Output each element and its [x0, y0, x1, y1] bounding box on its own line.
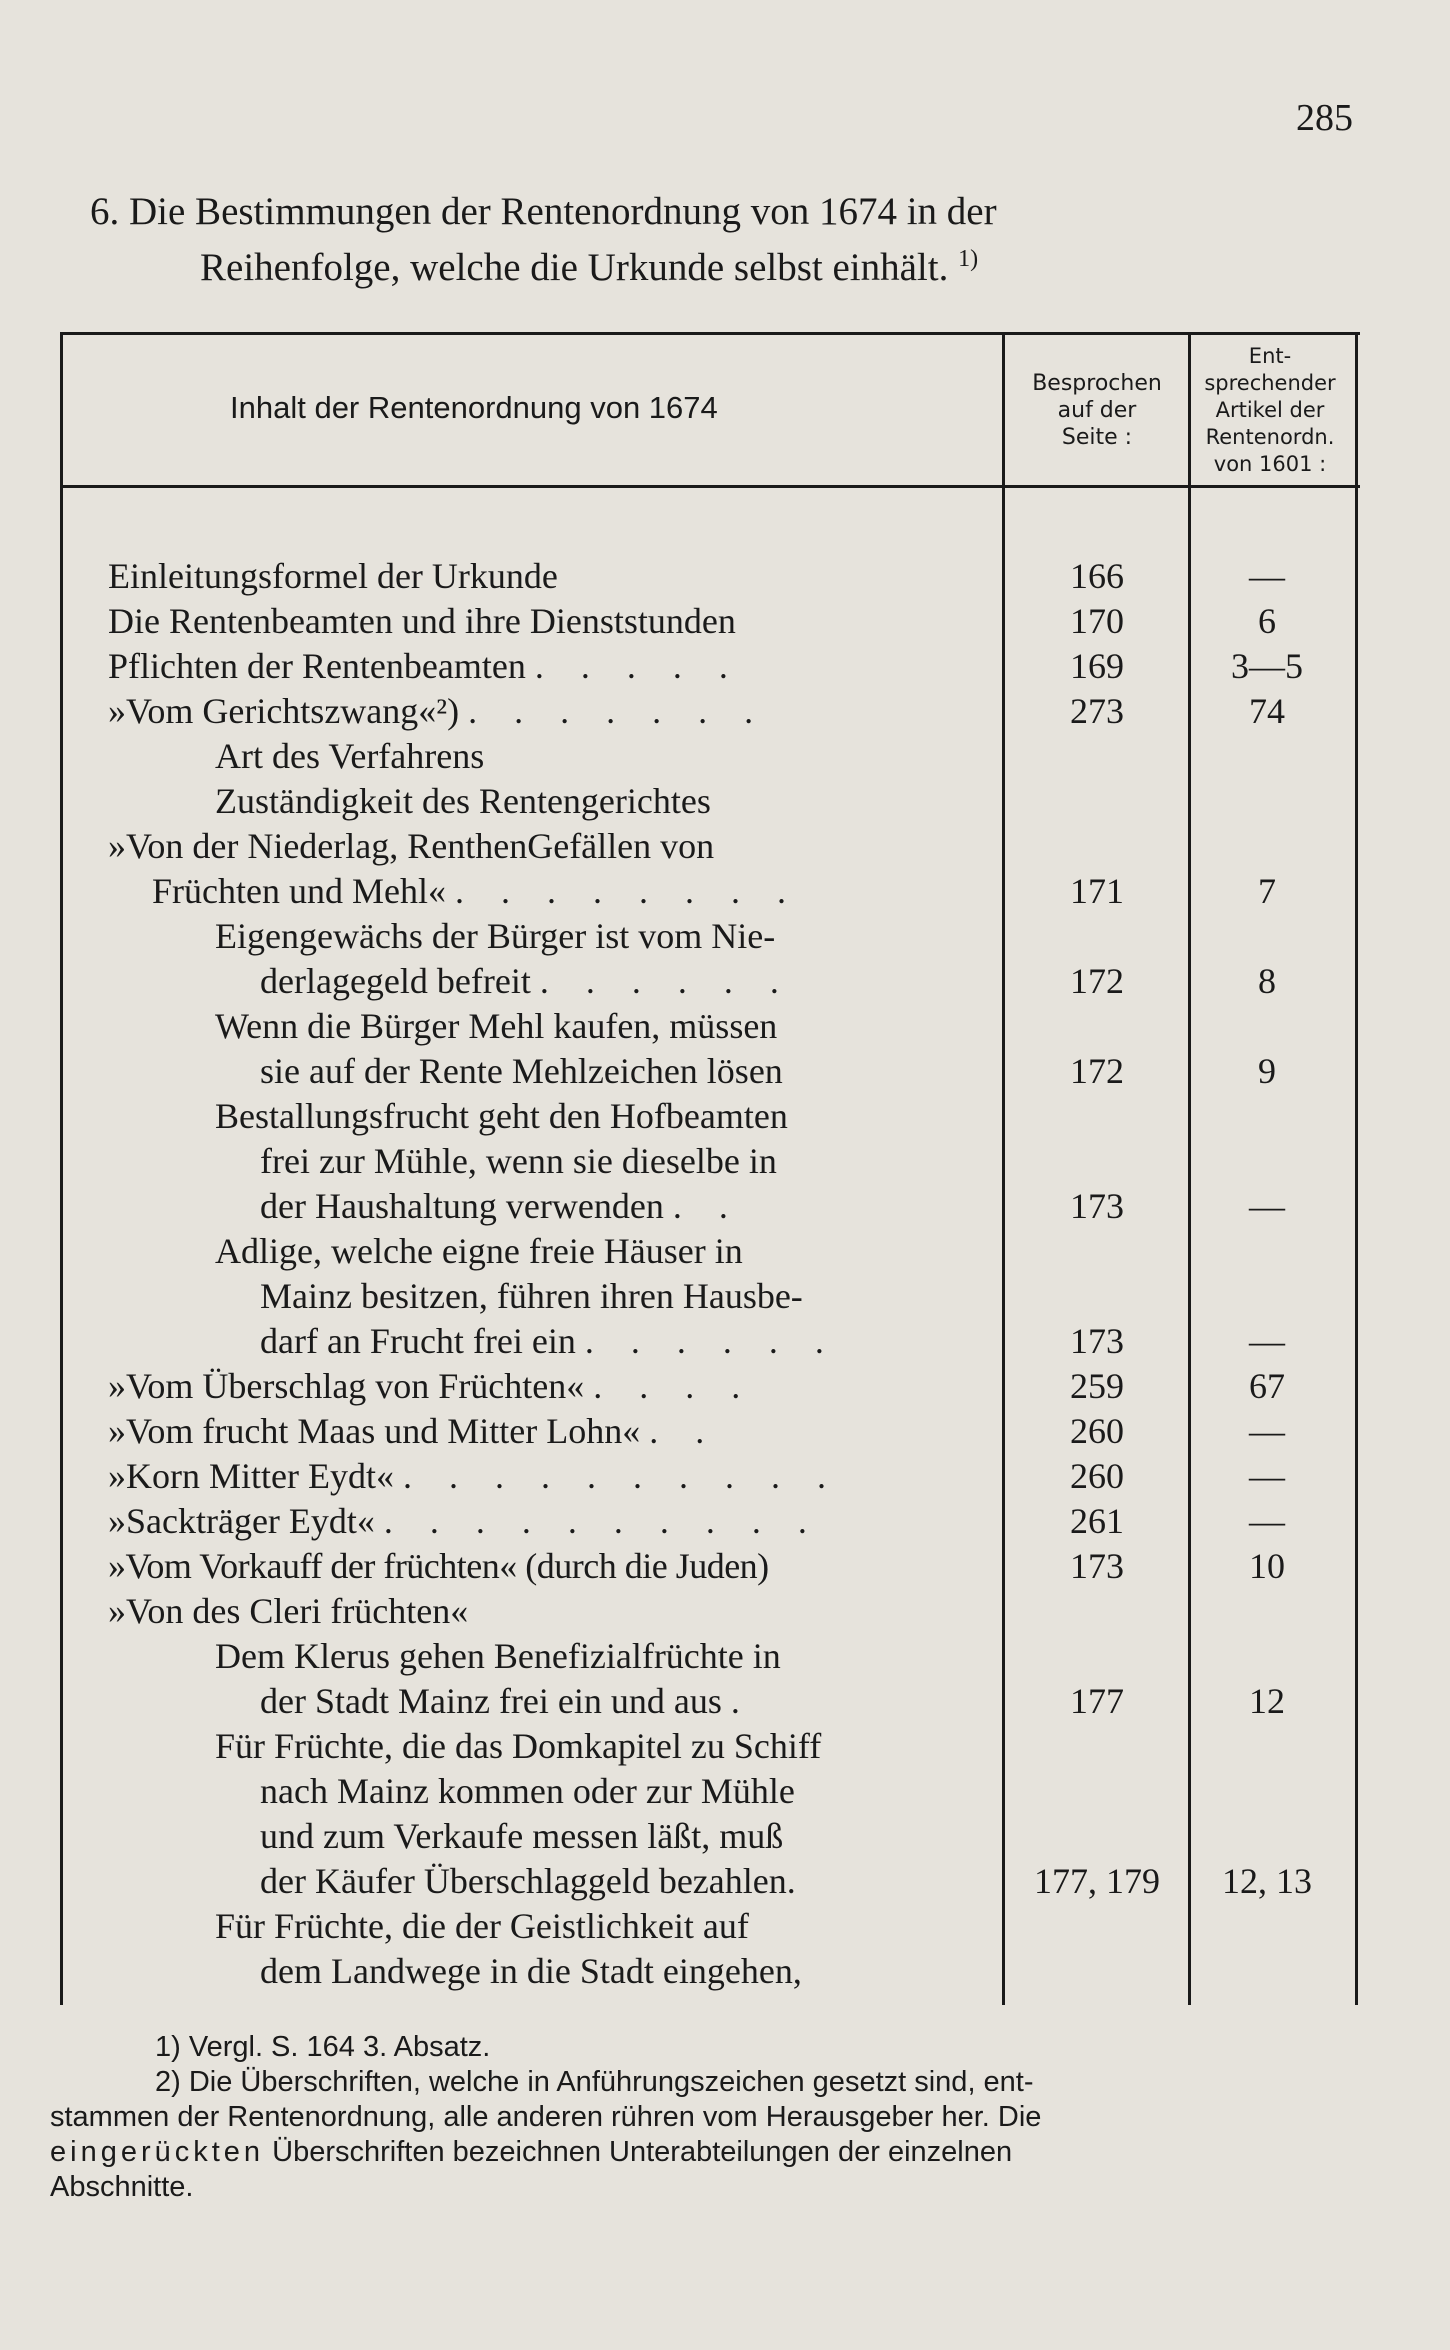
column-header-artikel-line: sprechender	[1204, 371, 1336, 395]
row-seite: 173	[1070, 1186, 1124, 1226]
row-text: Für Früchte, die der Geistlichkeit auf	[215, 1906, 749, 1946]
row-text: Wenn die Bürger Mehl kaufen, müssen	[215, 1006, 778, 1046]
section-heading	[90, 184, 1340, 296]
row-dots: . . . . . . .	[468, 691, 768, 731]
row-seite: 177, 179	[1034, 1861, 1160, 1901]
row-artikel: 7	[1258, 871, 1276, 911]
footnote-emphasis: eingerückten	[50, 2136, 265, 2168]
row-artikel: —	[1249, 1411, 1285, 1451]
row-artikel: 6	[1258, 601, 1276, 641]
table-header-rule	[60, 485, 1360, 488]
row-seite: 166	[1070, 556, 1124, 596]
row-seite: 259	[1070, 1366, 1124, 1406]
column-header-seite-line: auf der	[1057, 398, 1137, 423]
row-dots: . . . . . .	[584, 1321, 838, 1361]
row-text: Früchten und Mehl«	[152, 871, 446, 911]
column-header-seite	[1004, 370, 1190, 451]
row-text: Für Früchte, die das Domkapitel zu Schiff	[215, 1726, 822, 1766]
row-dots: . . . . . . . . . .	[402, 1456, 840, 1496]
footnote-2-line-3	[50, 2135, 1350, 2170]
row-dots: . . . .	[593, 1366, 755, 1406]
row-text: und zum Verkaufe messen läßt, muß	[260, 1816, 784, 1856]
column-header-artikel	[1190, 343, 1350, 478]
column-header-seite-line: Seite :	[1061, 425, 1133, 450]
column-header-inhalt: Inhalt der Rentenordnung von 1674	[230, 390, 718, 425]
row-seite: 261	[1070, 1501, 1124, 1541]
row-seite: 260	[1070, 1456, 1124, 1496]
footnote-2-line-1: 2) Die Überschriften, welche in Anführungszeichen gesetzt sind, ent-	[155, 2066, 1034, 2098]
row-text: »Sackträger Eydt«	[108, 1501, 375, 1541]
table-right-border	[1355, 332, 1358, 2005]
heading-number: 6.	[90, 190, 120, 233]
row-artikel: 8	[1258, 961, 1276, 1001]
heading-line-1: Die Bestimmungen der Rentenordnung von 1674 in der	[129, 190, 997, 233]
page-number: 285	[1296, 97, 1353, 139]
column-header-artikel-line: Rentenordn.	[1205, 425, 1335, 449]
footnote-2-text: Überschriften bezeichnen Unterabteilungen der einzelnen	[272, 2136, 1013, 2168]
column-header-artikel-line: Artikel der	[1215, 398, 1325, 422]
heading-line-2: Reihenfolge, welche die Urkunde selbst einhält.	[200, 246, 949, 289]
row-text: Mainz besitzen, führen ihren Hausbe-	[260, 1276, 803, 1316]
row-text: »Vom Gerichtszwang«²)	[108, 691, 460, 731]
row-text: »Von des Cleri früchten«	[108, 1591, 469, 1631]
row-artikel: —	[1249, 1186, 1285, 1226]
row-text: darf an Frucht frei ein	[260, 1321, 576, 1361]
row-artikel: 74	[1249, 691, 1285, 731]
row-dots: . .	[672, 1186, 742, 1226]
row-seite: 172	[1070, 961, 1124, 1001]
row-seite: 177	[1070, 1681, 1124, 1721]
footnote-2-line-4: Abschnitte.	[50, 2171, 194, 2203]
table-top-rule	[60, 332, 1360, 335]
column-header-seite-line: Besprochen	[1032, 371, 1162, 396]
row-text: »Von der Niederlag, RenthenGefällen von	[108, 826, 715, 866]
row-artikel: 12, 13	[1222, 1861, 1312, 1901]
row-text: Zuständigkeit des Rentengerichtes	[215, 781, 711, 821]
row-text: sie auf der Rente Mehlzeichen lösen	[260, 1051, 783, 1091]
row-text: »Vom Überschlag von Früchten«	[108, 1366, 585, 1406]
column-header-artikel-line: Ent-	[1248, 344, 1292, 368]
row-dots: . . . . .	[534, 646, 742, 686]
row-text: Einleitungsformel der Urkunde	[108, 556, 558, 596]
footnote-1: 1) Vergl. S. 164 3. Absatz.	[155, 2031, 491, 2063]
row-dots: . . . . . . . . . .	[383, 1501, 821, 1541]
row-artikel: 10	[1249, 1546, 1285, 1586]
row-seite: 260	[1070, 1411, 1124, 1451]
row-artikel: —	[1249, 1501, 1285, 1541]
row-text: frei zur Mühle, wenn sie dieselbe in	[260, 1141, 777, 1181]
row-text: Die Rentenbeamten und ihre Dienststunden	[108, 601, 736, 641]
column-header-artikel-line: von 1601 :	[1213, 452, 1327, 476]
row-seite: 169	[1070, 646, 1124, 686]
row-text: Art des Verfahrens	[215, 736, 485, 776]
row-text: nach Mainz kommen oder zur Mühle	[260, 1771, 795, 1811]
row-text: der Stadt Mainz frei ein und aus	[260, 1681, 722, 1721]
row-text: Pflichten der Rentenbeamten	[108, 646, 526, 686]
row-text: der Haushaltung verwenden	[260, 1186, 664, 1226]
row-seite: 170	[1070, 601, 1124, 641]
row-seite: 173	[1070, 1321, 1124, 1361]
row-text: »Vom Vorkauff der früchten« (durch die Juden)	[108, 1546, 769, 1586]
row-text: dem Landwege in die Stadt eingehen,	[260, 1951, 802, 1991]
row-artikel: —	[1249, 1456, 1285, 1496]
row-artikel: 67	[1249, 1366, 1285, 1406]
row-seite: 173	[1070, 1546, 1124, 1586]
table-left-border	[60, 332, 63, 2005]
row-artikel: —	[1249, 556, 1285, 596]
row-artikel: 12	[1249, 1681, 1285, 1721]
footnote-2-line-2: stammen der Rentenordnung, alle anderen rühren vom Herausgeber her. Die	[50, 2101, 1042, 2133]
row-text: Dem Klerus gehen Benefizialfrüchte in	[215, 1636, 781, 1676]
row-artikel: 9	[1258, 1051, 1276, 1091]
row-text: »Korn Mitter Eydt«	[108, 1456, 394, 1496]
row-text: Bestallungsfrucht geht den Hofbeamten	[215, 1096, 788, 1136]
row-artikel: 3—5	[1231, 646, 1303, 686]
row-dots: . . . . . .	[539, 961, 793, 1001]
row-seite: 171	[1070, 871, 1124, 911]
row-text: der Käufer Überschlaggeld bezahlen.	[260, 1861, 796, 1901]
row-dots: .	[730, 1681, 754, 1721]
row-dots: . . . . . . . .	[454, 871, 800, 911]
row-seite: 273	[1070, 691, 1124, 731]
row-artikel: —	[1249, 1321, 1285, 1361]
row-text: »Vom frucht Maas und Mitter Lohn«	[108, 1411, 641, 1451]
footnotes	[50, 2030, 1350, 2205]
row-seite: 172	[1070, 1051, 1124, 1091]
row-text: derlagegeld befreit	[260, 961, 531, 1001]
heading-footnote-ref: 1)	[958, 246, 979, 272]
row-dots: . .	[649, 1411, 719, 1451]
row-text: Adlige, welche eigne freie Häuser in	[215, 1231, 743, 1271]
row-text: Eigengewächs der Bürger ist vom Nie-	[215, 916, 776, 956]
